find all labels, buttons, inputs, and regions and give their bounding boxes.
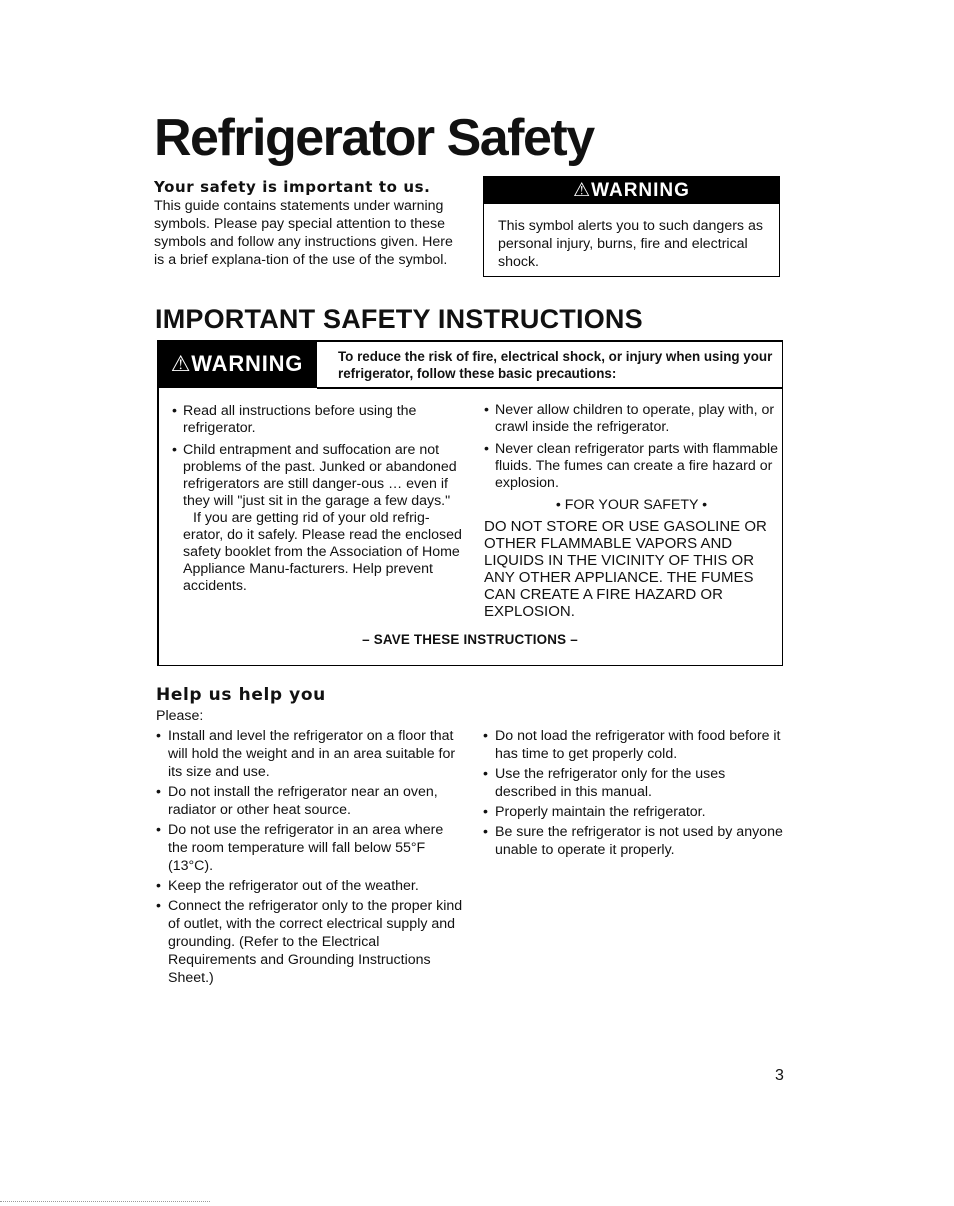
safety-warning-label: ⚠WARNING bbox=[157, 340, 317, 388]
list-item: • Never clean refrigerator parts with flammable fluids. The fumes can create a fire hazard or explosion. bbox=[484, 441, 779, 491]
list-item: • Properly maintain the refrigerator. bbox=[483, 804, 706, 820]
safety-left-column bbox=[172, 403, 462, 595]
help-right-column bbox=[483, 727, 783, 861]
list-item: • Install and level the refrigerator on a floor that will hold the weight and in an area suitable for its size and use. bbox=[156, 728, 456, 780]
list-item: • Do not install the refrigerator near an oven, radiator or other heat source. bbox=[156, 784, 438, 818]
help-heading: Help us help you bbox=[156, 685, 326, 705]
warning-label: ⚠WARNING bbox=[484, 177, 779, 204]
warning-description: This symbol alerts you to such dangers as personal injury, burns, fire and electrical shock. bbox=[498, 218, 763, 270]
list-item: • Connect the refrigerator only to the proper kind of outlet, with the correct electrical supply and grounding. (Refer to the Electrical Requirements and Grounding Instructions Sheet.) bbox=[156, 898, 463, 986]
list-item: • Use the refrigerator only for the uses described in this manual. bbox=[483, 766, 726, 800]
for-your-safety-label: • FOR YOUR SAFETY • bbox=[555, 497, 708, 513]
page-number: 3 bbox=[775, 1067, 784, 1084]
warning-symbol-box bbox=[483, 176, 780, 277]
page-title: Refrigerator Safety bbox=[154, 109, 594, 167]
help-left-column bbox=[156, 727, 466, 989]
list-item: • Do not load the refrigerator with food before it has time to get properly cold. bbox=[483, 728, 781, 762]
list-item: • Do not use the refrigerator in an area where the room temperature will fall below 55°F (13°C). bbox=[156, 822, 444, 874]
help-please: Please: bbox=[156, 708, 204, 724]
list-item: • Never allow children to operate, play with, or crawl inside the refrigerator. bbox=[484, 402, 775, 435]
list-item: • Read all instructions before using the refrigerator. bbox=[172, 403, 417, 436]
disposal-paragraph: If you are getting rid of your old refrig-erator, do it safely. Please read the enclosed safety booklet from the Association of Home Appliance Manu-facturers. Help prevent accidents. bbox=[183, 510, 462, 594]
list-item: • Be sure the refrigerator is not used by anyone unable to operate it properly. bbox=[483, 824, 783, 858]
footer-rule bbox=[0, 1201, 210, 1202]
safety-instructions-box bbox=[157, 340, 783, 666]
flammable-warning: DO NOT STORE OR USE GASOLINE OR OTHER FLAMMABLE VAPORS AND LIQUIDS IN THE VICINITY OF THIS OR ANY OTHER APPLIANCE. THE FUMES CAN CREATE A FIRE HAZARD OR EXPLOSION. bbox=[484, 518, 767, 620]
intro-heading: Your safety is important to us. bbox=[154, 178, 431, 196]
list-item: • Child entrapment and suffocation are not problems of the past. Junked or abandoned refrigerators are still danger-ous … even if they will "just sit in the garage a few days." bbox=[172, 442, 457, 509]
safety-right-column bbox=[484, 402, 779, 620]
list-item: • Keep the refrigerator out of the weather. bbox=[156, 878, 419, 894]
safety-warning-text: To reduce the risk of fire, electrical shock, or injury when using your refrigerator, follow these basic precautions: bbox=[338, 349, 773, 381]
save-instructions-line: – SAVE THESE INSTRUCTIONS – bbox=[362, 632, 578, 647]
safety-instructions-heading: IMPORTANT SAFETY INSTRUCTIONS bbox=[155, 304, 643, 334]
intro-text: This guide contains statements under warning symbols. Please pay special attention to these symbols and follow any instructions given. Here is a brief explana-tion of the use of the symbol. bbox=[154, 198, 453, 268]
